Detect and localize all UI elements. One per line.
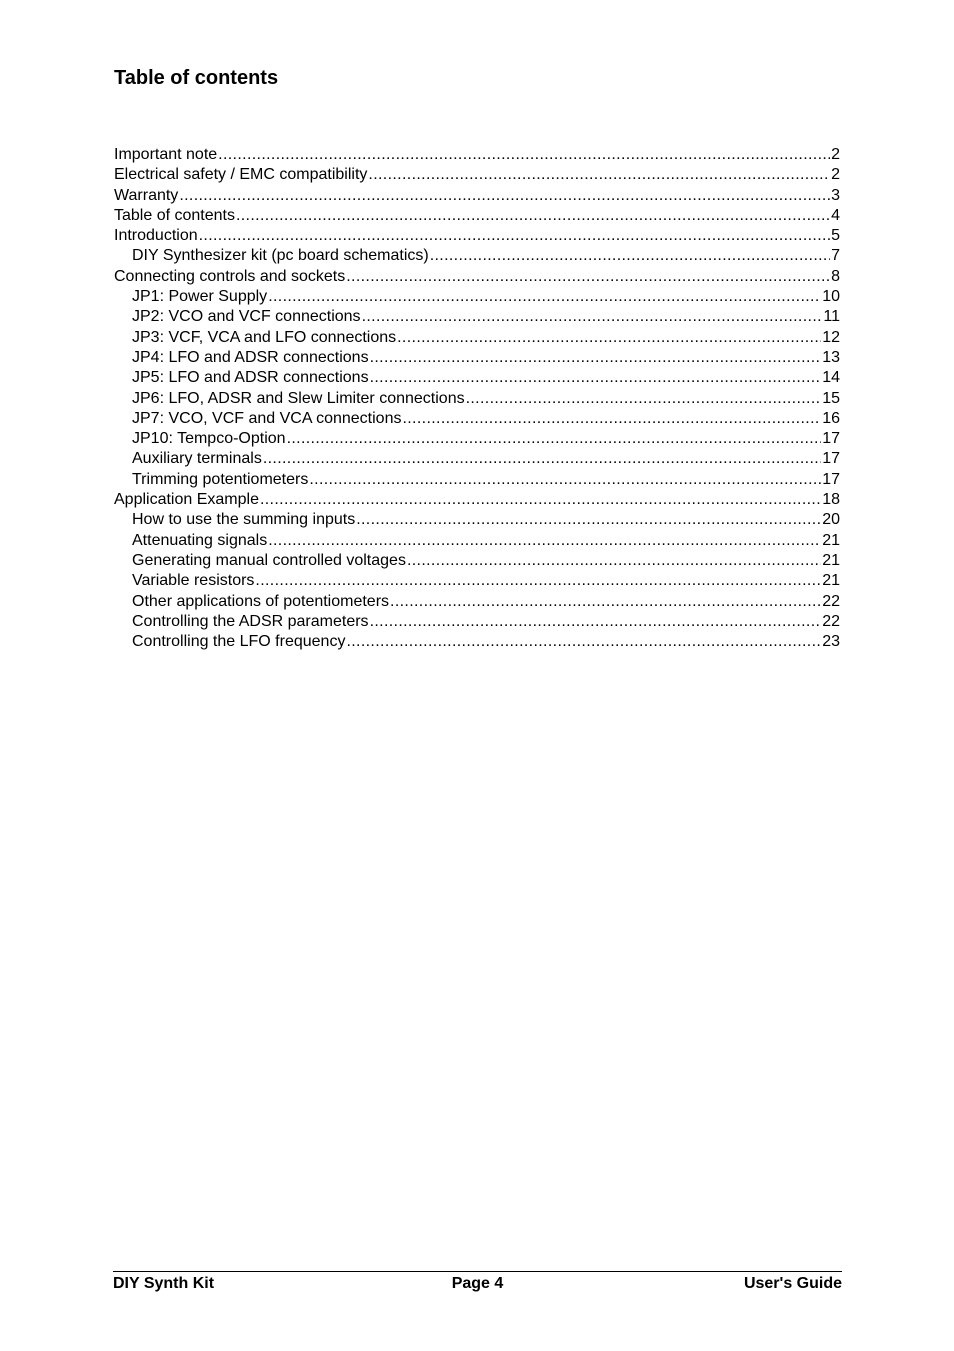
toc-dot-leader <box>179 186 830 206</box>
toc-dot-leader <box>346 632 821 652</box>
toc-entry[interactable] <box>114 490 840 510</box>
toc-subentry[interactable] <box>114 551 840 571</box>
toc-subentry[interactable] <box>114 389 840 409</box>
toc-page-number: 20 <box>822 511 840 529</box>
toc-dot-leader <box>356 510 821 530</box>
toc-entry-title: DIY Synthesizer kit (pc board schematics) <box>132 247 429 265</box>
toc-subentry[interactable] <box>114 571 840 591</box>
toc-page-number: 17 <box>822 430 840 448</box>
toc-entry-title: Controlling the LFO frequency <box>132 633 346 651</box>
toc-entry-title: JP3: VCF, VCA and LFO connections <box>132 328 397 346</box>
footer-document-name: DIY Synth Kit <box>113 1275 215 1292</box>
toc-entry[interactable] <box>114 165 840 185</box>
footer-guide-name: User's Guide <box>743 1275 842 1292</box>
toc-subentry[interactable] <box>114 307 840 327</box>
table-of-contents <box>114 145 840 652</box>
toc-dot-leader <box>407 551 821 571</box>
toc-page-number: 4 <box>831 206 840 224</box>
toc-entry-title: How to use the summing inputs <box>132 511 356 529</box>
toc-dot-leader <box>260 490 821 510</box>
toc-subentry[interactable] <box>114 409 840 429</box>
toc-entry-title: Generating manual controlled voltages <box>132 551 406 569</box>
toc-entry-title: JP7: VCO, VCF and VCA connections <box>132 409 402 427</box>
toc-page-number: 2 <box>831 146 840 163</box>
toc-dot-leader <box>236 206 830 226</box>
toc-page-number: 23 <box>822 633 840 651</box>
page-title: Table of contents <box>114 67 279 89</box>
toc-subentry[interactable] <box>114 287 840 307</box>
toc-dot-leader <box>370 368 822 388</box>
toc-page-number: 3 <box>831 186 840 204</box>
toc-entry-title: Important note <box>114 146 218 163</box>
toc-subentry[interactable] <box>114 592 840 612</box>
toc-dot-leader <box>397 328 821 348</box>
toc-page-number: 15 <box>822 389 840 407</box>
toc-entry-title: Electrical safety / EMC compatibility <box>114 166 368 184</box>
toc-page-number: 17 <box>822 450 840 468</box>
toc-page-number: 11 <box>823 308 840 326</box>
toc-entry[interactable] <box>114 145 840 165</box>
toc-dot-leader <box>370 612 822 632</box>
toc-dot-leader <box>390 592 821 612</box>
toc-subentry[interactable] <box>114 510 840 530</box>
toc-entry[interactable] <box>114 226 840 246</box>
toc-entry-title: Attenuating signals <box>132 531 268 549</box>
toc-dot-leader <box>430 246 830 266</box>
toc-page-number: 5 <box>831 227 840 245</box>
toc-dot-leader <box>466 389 822 409</box>
toc-dot-leader <box>199 226 830 246</box>
page-footer <box>113 1271 842 1292</box>
toc-dot-leader <box>346 267 830 287</box>
toc-page-number: 10 <box>822 288 840 306</box>
toc-dot-leader <box>268 531 821 551</box>
toc-page-number: 7 <box>831 247 840 265</box>
toc-entry-title: JP10: Tempco-Option <box>132 430 286 448</box>
toc-dot-leader <box>263 449 821 469</box>
toc-subentry[interactable] <box>114 449 840 469</box>
toc-entry-title: JP1: Power Supply <box>132 288 268 306</box>
toc-subentry[interactable] <box>114 632 840 652</box>
toc-entry-title: Connecting controls and sockets <box>114 267 346 285</box>
toc-page-number: 8 <box>831 267 840 285</box>
toc-entry-title: JP2: VCO and VCF connections <box>132 308 361 326</box>
toc-page-number: 21 <box>822 551 840 569</box>
toc-page-number: 22 <box>822 592 840 610</box>
toc-dot-leader <box>218 145 830 165</box>
toc-dot-leader <box>309 470 821 490</box>
toc-entry-title: Introduction <box>114 227 198 245</box>
toc-subentry[interactable] <box>114 368 840 388</box>
toc-entry-title: Application Example <box>114 491 259 509</box>
toc-subentry[interactable] <box>114 470 840 490</box>
toc-page-number: 18 <box>822 491 840 509</box>
toc-page-number: 12 <box>822 328 840 346</box>
toc-entry-title: JP6: LFO, ADSR and Slew Limiter connections <box>132 389 465 407</box>
toc-entry-title: Variable resistors <box>132 572 255 590</box>
toc-subentry[interactable] <box>114 531 840 551</box>
toc-page-number: 21 <box>822 572 840 590</box>
toc-entry-title: Auxiliary terminals <box>132 450 262 468</box>
toc-subentry[interactable] <box>114 612 840 632</box>
toc-page-number: 22 <box>822 612 840 630</box>
toc-subentry[interactable] <box>114 246 840 266</box>
toc-entry-title: Warranty <box>114 186 179 204</box>
toc-entry-title: JP4: LFO and ADSR connections <box>132 348 369 366</box>
toc-page-number: 16 <box>822 409 840 427</box>
toc-dot-leader <box>287 429 822 449</box>
toc-dot-leader <box>368 165 830 185</box>
toc-dot-leader <box>268 287 821 307</box>
toc-entry[interactable] <box>114 186 840 206</box>
toc-page-number: 21 <box>822 531 840 549</box>
toc-page-number: 14 <box>822 369 840 387</box>
toc-subentry[interactable] <box>114 348 840 368</box>
toc-entry-title: Controlling the ADSR parameters <box>132 612 369 630</box>
toc-entry-title: JP5: LFO and ADSR connections <box>132 369 369 387</box>
toc-entry-title: Other applications of potentiometers <box>132 592 390 610</box>
toc-page-number: 13 <box>822 348 840 366</box>
toc-entry-title: Table of contents <box>114 206 235 224</box>
toc-entry[interactable] <box>114 267 840 287</box>
toc-entry-title: Trimming potentiometers <box>132 470 309 488</box>
toc-entry[interactable] <box>114 206 840 226</box>
toc-page-number: 2 <box>831 166 840 184</box>
toc-dot-leader <box>370 348 822 368</box>
footer-page-number: Page 4 <box>451 1275 504 1292</box>
toc-dot-leader <box>255 571 821 591</box>
toc-dot-leader <box>362 307 823 327</box>
toc-subentry[interactable] <box>114 429 840 449</box>
toc-dot-leader <box>402 409 821 429</box>
toc-subentry[interactable] <box>114 328 840 348</box>
toc-page-number: 17 <box>822 470 840 488</box>
